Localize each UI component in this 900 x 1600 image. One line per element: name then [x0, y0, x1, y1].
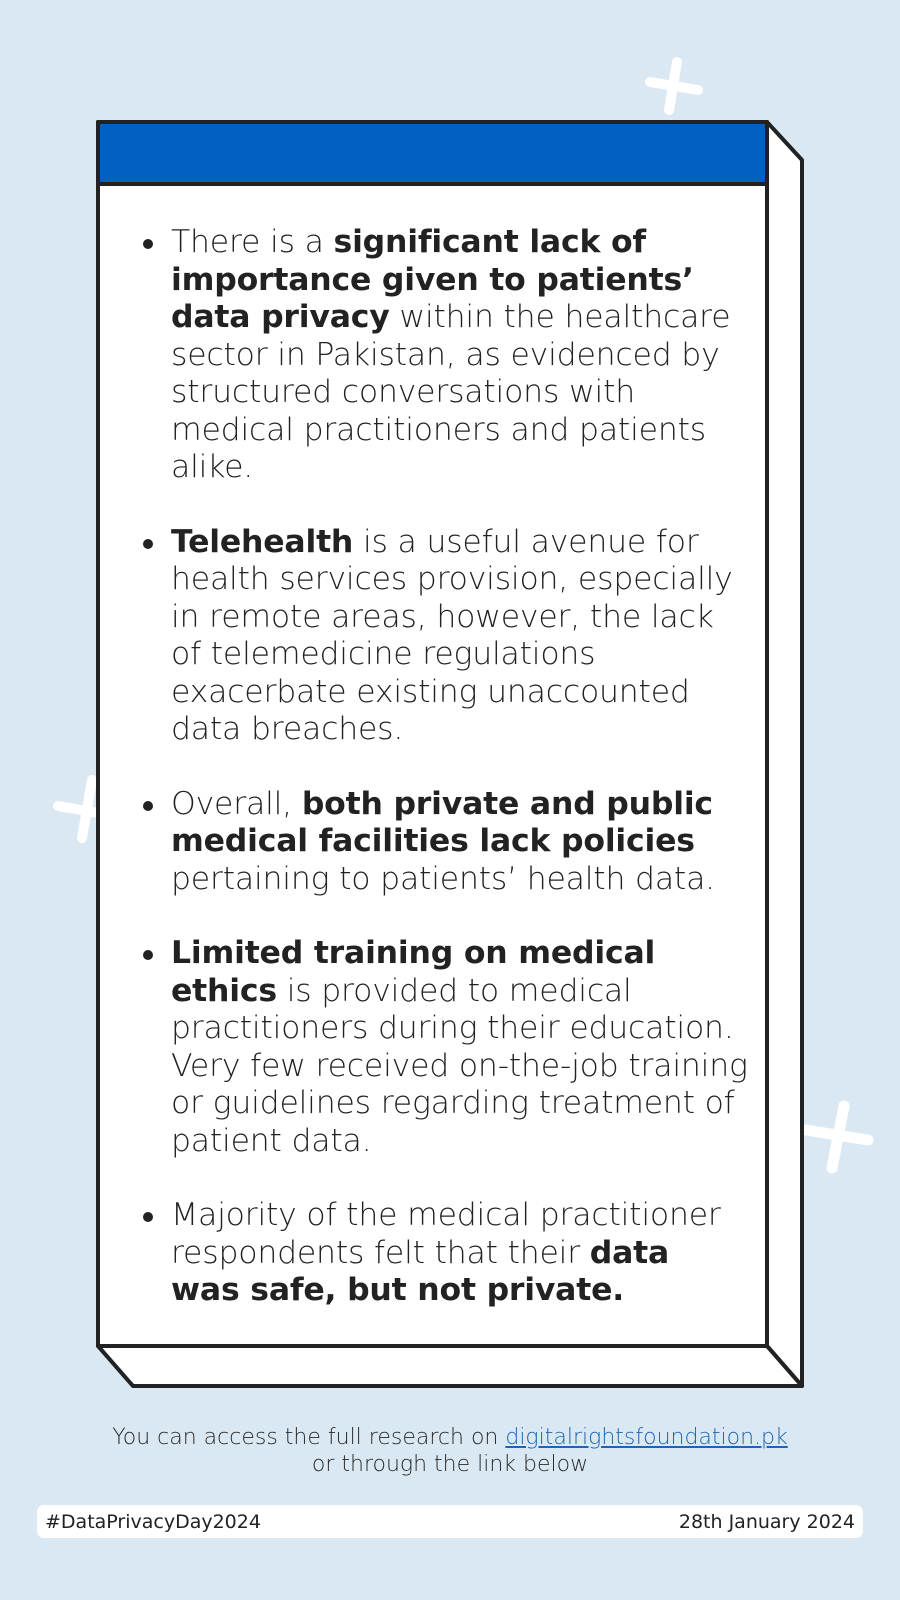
finding-text: is a useful avenue for health services provision, especially in remote areas, however, the lack of telemedicine regulations exacerbate existing unaccounted data breaches. — [171, 523, 733, 747]
finding-emphasis: Limited training on medical ethics — [171, 935, 656, 1009]
finding-text: within the healthcare sector in Pakistan, as evidenced by structured conversations with medical practitioners and patients alike. — [171, 299, 731, 485]
finding-text: Majority of the medical practitioner respondents felt that their — [171, 1197, 721, 1271]
access-note — [0, 1424, 900, 1478]
finding-text: Overall, — [171, 785, 302, 822]
access-line-2: or through the link below — [311, 1452, 589, 1477]
access-prefix: You can access the full research on — [112, 1425, 506, 1450]
date: 28th January 2024 — [678, 1510, 855, 1533]
finding-text: There is a — [171, 224, 334, 260]
finding-item — [138, 1197, 748, 1310]
footer-bar — [37, 1505, 863, 1538]
finding-emphasis: both private and public medical facilities lack policies — [171, 785, 713, 859]
hashtag: #DataPrivacyDay2024 — [45, 1510, 261, 1533]
finding-text: is provided to medical practitioners during their education. Very few received on-the-job training or guidelines regarding treatment of patient data. — [171, 972, 748, 1159]
key-findings — [138, 224, 748, 1347]
card-header-bar — [98, 122, 767, 184]
access-line-1 — [0, 1424, 900, 1451]
finding-item — [138, 786, 748, 899]
finding-item — [138, 224, 748, 487]
finding-item — [138, 935, 748, 1160]
finding-emphasis: data was safe, but not private. — [171, 1234, 670, 1308]
finding-emphasis: Telehealth — [171, 523, 354, 560]
finding-item — [138, 524, 748, 749]
finding-text: pertaining to patients’ health data. — [171, 860, 715, 897]
research-link[interactable]: digitalrightsfoundation.pk — [505, 1425, 788, 1450]
findings-list — [138, 224, 748, 1310]
finding-emphasis: significant lack of importance given to patients’ data privacy — [171, 224, 694, 335]
